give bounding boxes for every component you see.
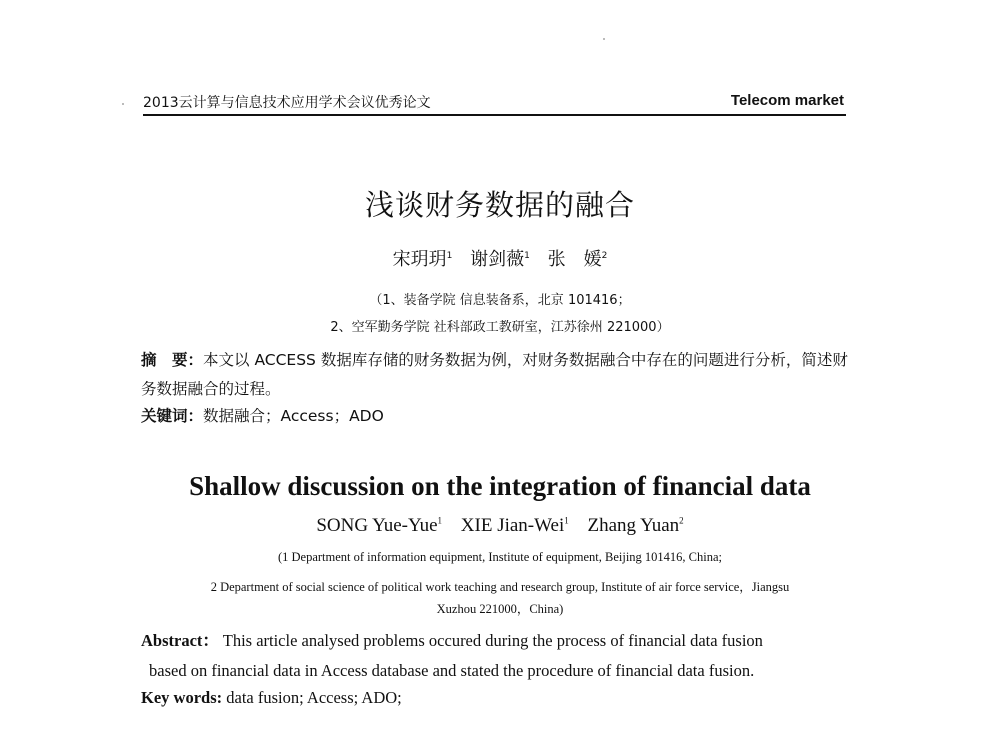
authors-english — [0, 515, 1000, 537]
scan-speck — [122, 103, 124, 105]
abstract-english-line2: based on financial data in Access database and stated the procedure of financial data fusion. — [149, 661, 755, 680]
keywords-chinese-label: 关键词： — [141, 407, 204, 425]
running-header — [143, 90, 846, 116]
keywords-english — [141, 688, 402, 708]
scan-speck — [603, 38, 605, 40]
abstract-chinese-text: 本文以 ACCESS 数据库存储的财务数据为例，对财务数据融合中存在的问题进行分析，简述财务数据融合的过程。 — [141, 351, 848, 398]
authors-chinese — [0, 245, 1000, 271]
author: 张 媛$^2$ — [547, 249, 608, 270]
header-journal-name: Telecom market — [730, 92, 844, 109]
title-english: Shallow discussion on the integration of financial data — [189, 471, 811, 501]
affiliation-english-3: Xuzhou 221000，China) — [436, 602, 564, 616]
author: Zhang Yuan$^2$ — [587, 515, 684, 536]
header-conference-name: 2013云计算与信息技术应用学术会议优秀论文 — [143, 95, 431, 111]
keywords-chinese-text: 数据融合；Access；ADO — [203, 407, 384, 425]
abstract-english-label: Abstract： — [141, 631, 219, 650]
author: XIE Jian-Wei$^1$ — [460, 515, 569, 536]
title-chinese: 浅谈财务数据的融合 — [364, 188, 635, 222]
keywords-english-label: Key words: — [141, 688, 223, 707]
author: SONG Yue-Yue$^1$ — [316, 515, 443, 536]
affiliation-chinese-2: 2、空军勤务学院 社科部政工教研室，江苏徐州 221000） — [330, 320, 670, 335]
abstract-english-line1: This article analysed problems occured during the process of financial data fusion — [222, 631, 763, 650]
abstract-chinese — [141, 346, 849, 404]
author: 谢剑薇$^1$ — [470, 249, 530, 270]
affiliation-english-2: 2 Department of social science of political work teaching and research group, Institute of air force service，Jiangsu — [210, 580, 790, 594]
affiliation-english-1: (1 Department of information equipment, Institute of equipment, Beijing 101416, China; — [277, 550, 722, 564]
author: 宋玥玥$^1$ — [392, 249, 453, 270]
abstract-chinese-label: 摘 要： — [141, 351, 204, 369]
affiliation-chinese-1: （1、装备学院 信息装备系，北京 101416； — [369, 293, 631, 308]
keywords-english-text: data fusion; Access; ADO; — [226, 688, 402, 707]
keywords-chinese — [141, 405, 849, 427]
abstract-english — [141, 626, 849, 686]
